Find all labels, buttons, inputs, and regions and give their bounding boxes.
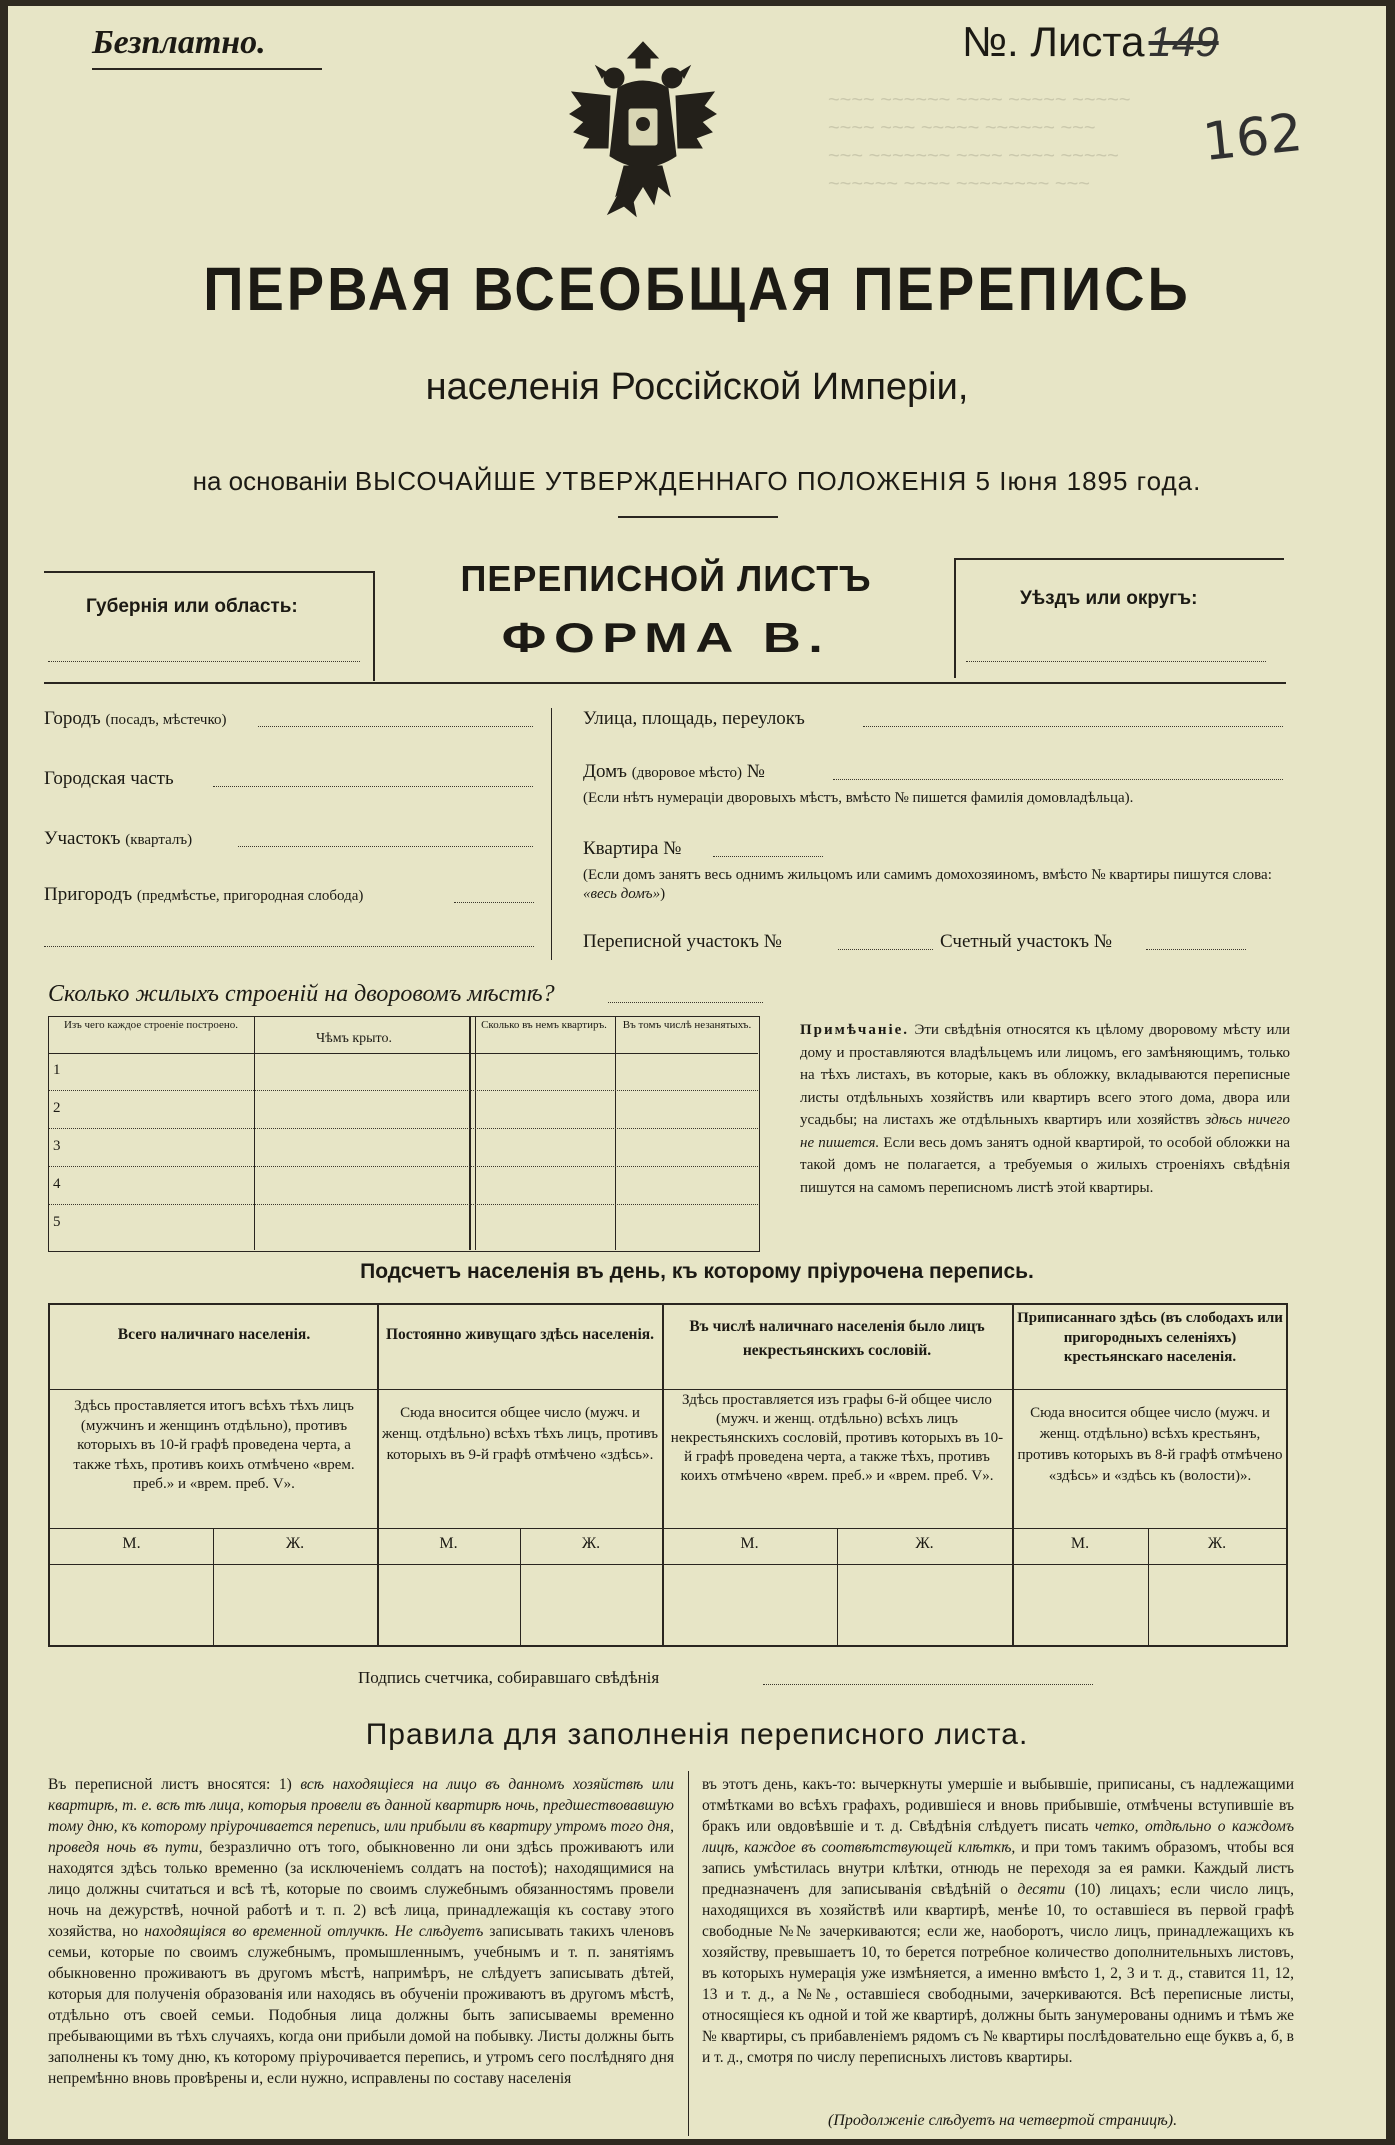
male-label: М.: [740, 1535, 759, 1552]
buildings-rows: [49, 1053, 758, 1243]
buildings-table: [48, 1016, 760, 1252]
city-field[interactable]: Городъ (посадъ, мѣстечко): [44, 708, 227, 729]
pop-col-total-header: Всего наличнаго населенія.: [117, 1326, 311, 1343]
pop-col-nonpeasant-desc: Здѣсь проставляется изъ графы 6-й общее число (мужч. и женщ. отдѣльно) всѣхъ лицъ некрестьянскихъ сословій, противъ которыхъ въ 10-й графѣ проведена черта, а также тѣхъ, противъ коихъ отмѣчено «врем. преб.» и «врем. преб. V».: [670, 1392, 1004, 1484]
double-headed-eagle-emblem: [568, 36, 718, 226]
table-row[interactable]: 4: [49, 1167, 758, 1205]
female-label: Ж.: [581, 1535, 601, 1552]
house-field[interactable]: Домъ (дворовое мѣсто) №: [583, 761, 765, 782]
female-label: Ж.: [285, 1535, 305, 1552]
street-field[interactable]: Улица, площадь, переулокъ: [583, 708, 805, 729]
female-label: Ж.: [1207, 1535, 1227, 1552]
male-label: М.: [122, 1535, 141, 1552]
buildings-question: Сколько жилыхъ строеній на дворовомъ мѣстѣ?: [48, 981, 555, 1007]
bleed-through: ~~~~ ~~~~~~ ~~~~ ~~~~~ ~~~~~ ~~~~ ~~~ ~~~~~ ~~~~~~ ~~~ ~~~ ~~~~~~~ ~~~~ ~~~~ ~~~~~ ~~~~~~ ~~~~ ~~~~~~~~ ~~~: [828, 89, 1131, 195]
document-title: ПЕРВАЯ ВСЕОБЩАЯ ПЕРЕПИСЬ: [203, 253, 1191, 324]
table-row[interactable]: 5: [53, 1214, 61, 1230]
buildings-col-unoccupied: Въ томъ числѣ незанятыхъ.: [622, 1019, 752, 1031]
buildings-col-roof: Чѣмъ крыто.: [316, 1031, 392, 1046]
table-row[interactable]: 2: [49, 1091, 758, 1129]
pop-col-assigned-desc: Сюда вносится общее число (мужч. и женщ. отдѣльно) всѣхъ крестьянъ, противъ которыхъ въ 8-й графѣ отмѣчено «здѣсь» и «здѣсь къ (волости)».: [1017, 1405, 1283, 1484]
sheet-title: ПЕРЕПИСНОЙ ЛИСТЪ: [460, 558, 872, 599]
female-label: Ж.: [915, 1535, 934, 1552]
precinct-field[interactable]: Участокъ (кварталъ): [44, 828, 193, 849]
free-label: Безплатно.: [92, 24, 266, 61]
apartment-field[interactable]: Квартира №: [583, 838, 682, 859]
suburb-field[interactable]: Пригородъ (предмѣстье, пригородная слобода): [44, 884, 364, 905]
counter-signature-label: Подпись счетчика, собиравшаго свѣдѣнія: [358, 1668, 660, 1687]
sheet-number-label: №. Листа149: [962, 18, 1219, 65]
buildings-col-apartments: Сколько въ немъ квартиръ.: [481, 1019, 607, 1031]
house-numbering-note: (Если нѣтъ нумераціи дворовыхъ мѣстъ, вмѣсто № пишется фамилія домовладѣльца).: [583, 790, 1134, 806]
pop-col-total-desc: Здѣсь проставляется итогъ всѣхъ тѣхъ лицъ (мужчинъ и женщинъ отдѣльно), противъ которыхъ въ 10-й графѣ проведена черта, а также тѣхъ, противъ коихъ отмѣчено «врем. преб.» и «врем. преб. V».: [73, 1398, 355, 1492]
city-part-field[interactable]: Городская часть: [44, 768, 174, 789]
rules-left-column: Въ переписной листъ вносятся: 1) всѣ находящіеся на лицо въ данномъ хозяйствѣ или квартирѣ, т. е. всѣ тѣ лица, которыя провели въ данной квартирѣ ночь, предшествовавшую тому дню, къ которому пріурочивается перепись, или прибыли въ квартиру утромъ того дня, проведя ночь въ пути, безразлично отъ того, обыкновенно ли они здѣсь проживаютъ или находятся здѣсь только временно (за исключеніемъ солдатъ на постоѣ); находящимися на лицо должны считаться и всѣ тѣ, которые по своимъ служебнымъ обязанностямъ провели ночь на дежурствѣ, ночной работѣ и т. п. 2) всѣ лица, принадлежащія къ составу этого хозяйства, но находящіяся во временной отлучкѣ. Не слѣдуетъ записывать такихъ членовъ семьи, которые по своимъ служебнымъ, промышленнымъ, учебнымъ и т. п. занятіямъ обыкновенно проживаютъ въ другомъ мѣстѣ, напримѣръ, не слѣдуетъ записывать дѣтей, которыя для полученія образованія или находясь въ обученіи проживаютъ въ другомъ мѣстѣ, отдѣльно отъ своей семьи. Подобныя лица должны быть записываемы временно пребывающими въ тѣхъ случаяхъ, когда они прибыли домой на побывку. Листы должны быть заполнены къ тому дню, къ которому пріурочивается перепись, и утромъ сего послѣдняго дня непремѣнно вновь провѣрены и, если нужно, исправлены по составу населенія: [48, 1776, 674, 2087]
census-sheet: [8, 6, 1386, 2139]
rules-heading: Правила для заполненія переписного листа.: [365, 1718, 1029, 1751]
decree-line: на основаніи ВЫСОЧАЙШЕ УТВЕРЖДЕННАГО ПОЛОЖЕНІЯ 5 Іюня 1895 года.: [192, 466, 1202, 496]
male-label: М.: [1070, 1535, 1090, 1552]
document-subtitle: населенія Россійской Имперіи,: [425, 366, 969, 408]
form-letter: ФОРМА В.: [501, 614, 831, 661]
apartment-note: (Если домъ занятъ весь однимъ жильцомъ или самимъ домохозяиномъ, вмѣсто № квартиры пишутся слова: «весь домъ»): [583, 867, 1272, 902]
rules-right-column: въ этотъ день, какъ-то: вычеркнуты умершіе и выбывшіе, приписаны, съ надлежащими отмѣтками во всѣхъ графахъ, родившіеся и вновь прибывшіе, отмѣчены вступившіе въ бракъ или овдовѣвшіе и т. д. Свѣдѣнія слѣдуетъ писать четко, отдѣльно о каждомъ лицѣ, каждое въ соотвѣтствующей клѣткѣ, и при томъ такимъ образомъ, чтобы вся запись умѣстилась внутри клѣтки, отнюдь не переходя за ея рамки. Каждый листъ предназначенъ для записыванія свѣдѣній о десяти (10) лицахъ; если число лицъ, находящихся въ хозяйствѣ или квартирѣ, менѣе 10, то оставшіеся въ первой графѣ свободные №№ зачеркиваются; если же, наоборотъ, число лицъ, принадлежащихъ къ хозяйству, превышаетъ 10, то берется потребное количество дополнительныхъ листовъ, въ которыхъ нумерація уже измѣняется, а именно вмѣсто 1, 2, 3 и т. д., ставится 11, 12, 13 и т. д., а №№, оставшіеся свободными, зачеркиваются. Всѣ переписные листы, относящіеся къ одной и той же квартирѣ, должны быть занумерованы однимъ и тѣмъ же № квартиры, съ прибавленіемъ рядомъ съ № квартиры послѣдовательно еще буквъ а, б, в и т. д., смотря по числу переписныхъ листовъ квартиры.: [702, 1776, 1294, 2066]
province-label: Губернія или область:: [86, 596, 298, 617]
pop-col-nonpeasant-header: Въ числѣ наличнаго населенія было лицъ некрестьянскихъ сословій.: [689, 1318, 985, 1359]
census-area-field[interactable]: Переписной участокъ №: [583, 931, 782, 952]
male-label: М.: [439, 1535, 458, 1552]
continued-note: (Продолженіе слѣдуетъ на четвертой страницѣ).: [828, 2112, 1178, 2129]
counting-area-field[interactable]: Счетный участокъ №: [940, 931, 1112, 952]
pop-col-assigned-header: Приписаннаго здѣсь (въ слободахъ или пригородныхъ селеніяхъ) крестьянскаго населенія.: [1017, 1310, 1283, 1365]
pop-col-resident-header: Постоянно живущаго здѣсь населенія.: [385, 1326, 655, 1343]
buildings-note: Примѣчаніе. Эти свѣдѣнія относятся къ цѣлому дворовому мѣсту или дому и проставляются владѣльцемъ или лицомъ, его замѣняющимъ, только на тѣхъ листахъ, въ которые, какъ въ обложку, вкладываются переписные листы отдѣльныхъ хозяйствъ или квартиръ всего этого дома, двора или усадьбы; на листахъ же отдѣльныхъ квартиръ или хозяйствъ здѣсь ничего не пишется. Если весь домъ занятъ одной квартирой, то особой обложки на такой домъ не полагается, а требуемыя о жилыхъ строеніяхъ свѣдѣнія пишутся на самомъ переписномъ листѣ этой квартиры.: [800, 1022, 1291, 1196]
table-row[interactable]: 3: [49, 1129, 758, 1167]
uyezd-label: Уѣздъ или округъ:: [1020, 588, 1198, 609]
handwritten-sheet-number: 162: [1200, 102, 1306, 174]
buildings-col-material: Изъ чего каждое строеніе построено.: [63, 1019, 239, 1031]
table-row[interactable]: 1: [49, 1053, 758, 1091]
population-table: [48, 1303, 1288, 1647]
population-count-heading: Подсчетъ населенія въ день, къ которому пріурочена перепись.: [360, 1260, 1034, 1283]
pop-col-resident-desc: Сюда вносится общее число (мужч. и женщ. отдѣльно) всѣхъ тѣхъ лицъ, противъ которыхъ въ 9-й графѣ отмѣчено «здѣсь».: [382, 1405, 658, 1463]
